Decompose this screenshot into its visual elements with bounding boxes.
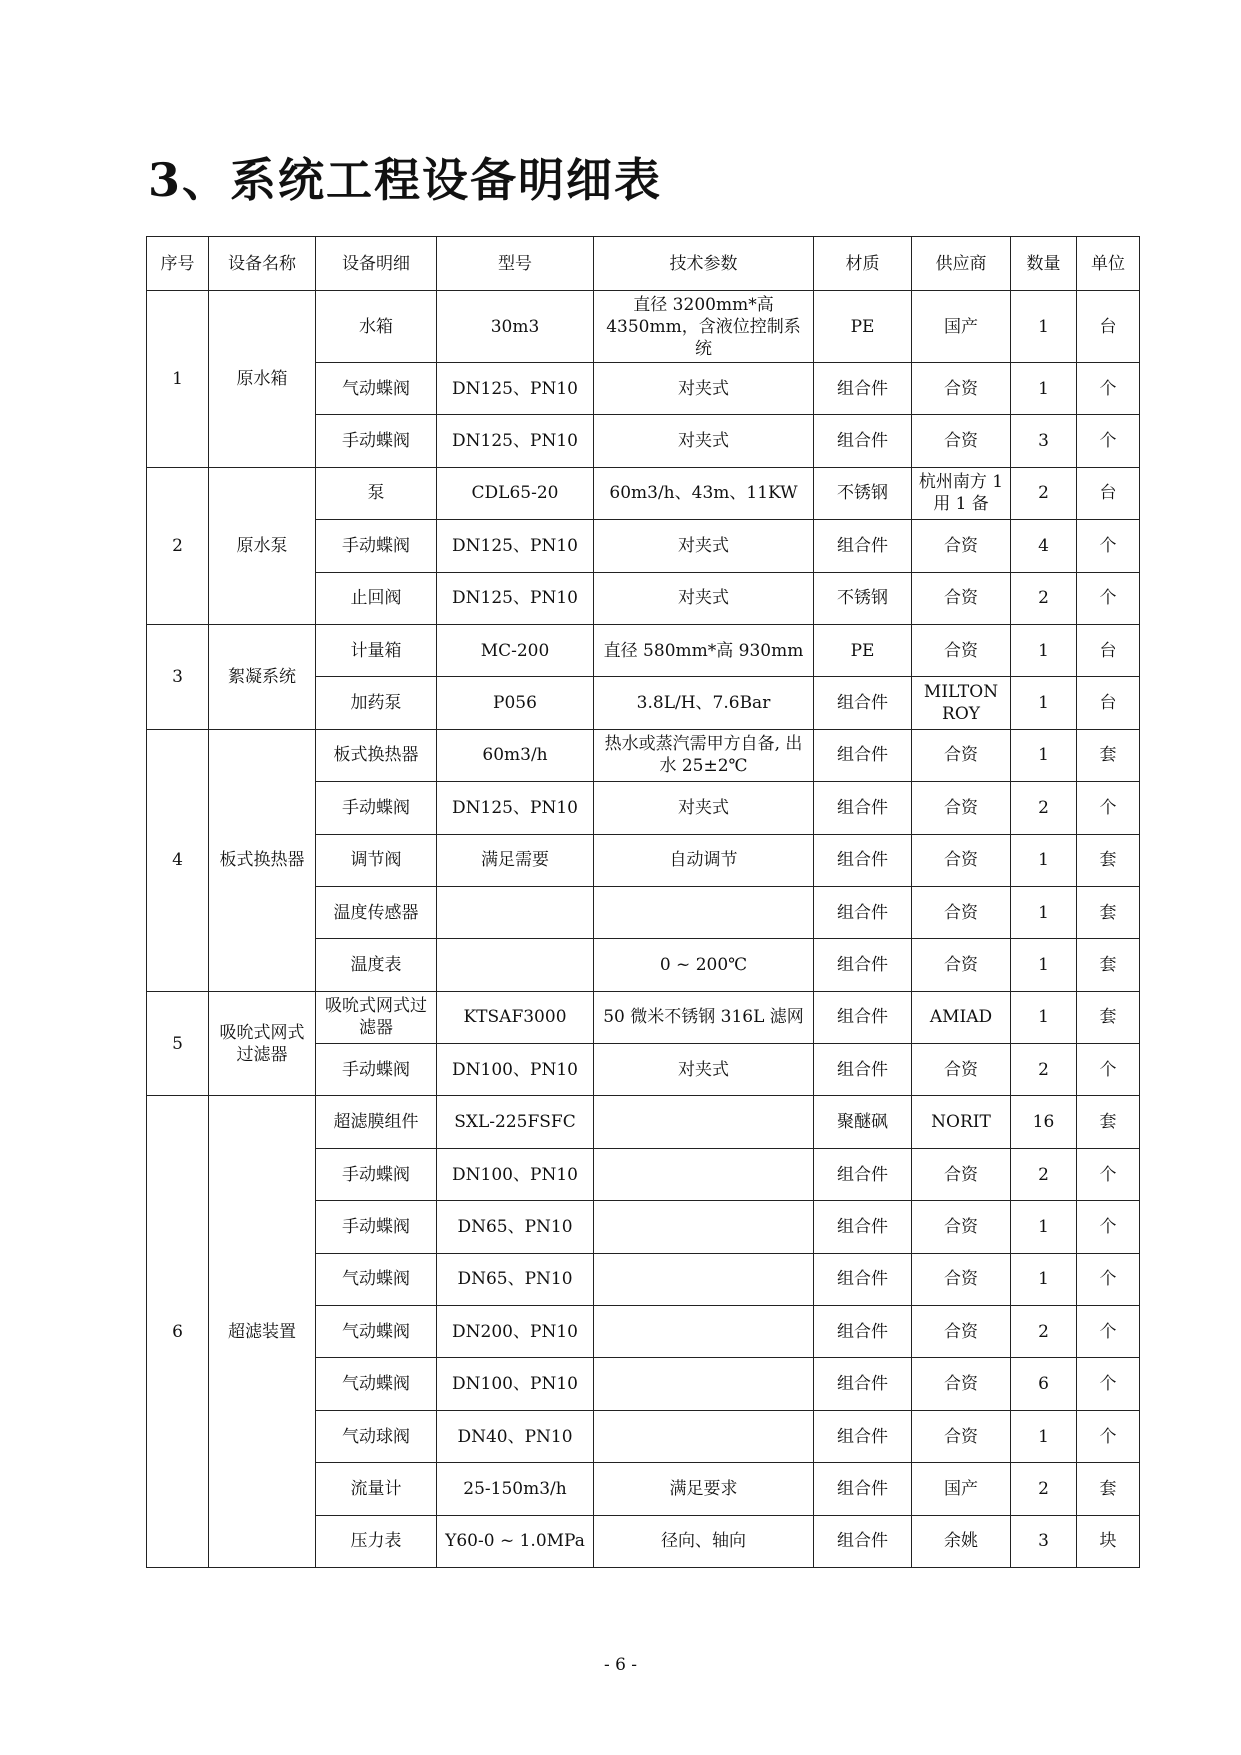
item-param: 对夹式 bbox=[594, 572, 814, 624]
item-param bbox=[594, 1306, 814, 1358]
item-detail: 气动球阀 bbox=[316, 1410, 437, 1462]
item-detail: 板式换热器 bbox=[316, 729, 437, 781]
item-qty: 2 bbox=[1011, 572, 1077, 624]
item-qty: 1 bbox=[1011, 834, 1077, 886]
item-unit: 个 bbox=[1077, 1044, 1140, 1096]
item-supplier: 合资 bbox=[912, 729, 1011, 781]
item-material: 组合件 bbox=[814, 1306, 912, 1358]
item-qty: 2 bbox=[1011, 1463, 1077, 1515]
item-param bbox=[594, 1148, 814, 1200]
item-param: 对夹式 bbox=[594, 782, 814, 834]
item-unit: 个 bbox=[1077, 1358, 1140, 1410]
item-material: 组合件 bbox=[814, 1253, 912, 1305]
item-material: 组合件 bbox=[814, 991, 912, 1043]
item-detail: 气动蝶阀 bbox=[316, 363, 437, 415]
header-unit: 单位 bbox=[1077, 237, 1140, 291]
item-supplier: 合资 bbox=[912, 415, 1011, 467]
item-supplier: 杭州南方 1用 1 备 bbox=[912, 467, 1011, 519]
header-no: 序号 bbox=[147, 237, 209, 291]
item-model: MC-200 bbox=[437, 624, 594, 676]
item-supplier: 合资 bbox=[912, 834, 1011, 886]
item-param: 对夹式 bbox=[594, 415, 814, 467]
item-param: 径向、轴向 bbox=[594, 1515, 814, 1567]
header-param: 技术参数 bbox=[594, 237, 814, 291]
item-unit: 个 bbox=[1077, 1410, 1140, 1462]
item-model: DN100、PN10 bbox=[437, 1044, 594, 1096]
item-model: 满足需要 bbox=[437, 834, 594, 886]
item-qty: 3 bbox=[1011, 1515, 1077, 1567]
item-detail: 止回阀 bbox=[316, 572, 437, 624]
page-number: - 6 - bbox=[603, 1655, 638, 1675]
table-row bbox=[147, 729, 1140, 781]
item-param: 60m3/h、43m、11KW bbox=[594, 467, 814, 519]
item-detail: 流量计 bbox=[316, 1463, 437, 1515]
item-material: 组合件 bbox=[814, 1515, 912, 1567]
item-param bbox=[594, 1358, 814, 1410]
item-material: 组合件 bbox=[814, 1463, 912, 1515]
item-unit: 套 bbox=[1077, 1463, 1140, 1515]
item-param bbox=[594, 1253, 814, 1305]
item-material: 组合件 bbox=[814, 1148, 912, 1200]
group-name: 板式换热器 bbox=[209, 729, 316, 991]
table-row bbox=[147, 291, 1140, 363]
item-param: 满足要求 bbox=[594, 1463, 814, 1515]
item-detail: 调节阀 bbox=[316, 834, 437, 886]
item-material: 组合件 bbox=[814, 363, 912, 415]
item-qty: 16 bbox=[1011, 1096, 1077, 1148]
item-qty: 4 bbox=[1011, 520, 1077, 572]
item-model: CDL65-20 bbox=[437, 467, 594, 519]
item-supplier: 合资 bbox=[912, 1358, 1011, 1410]
header-name: 设备名称 bbox=[209, 237, 316, 291]
item-model: DN200、PN10 bbox=[437, 1306, 594, 1358]
item-param: 直径 3200mm*高 4350mm，含液位控制系统 bbox=[594, 291, 814, 363]
item-model: DN125、PN10 bbox=[437, 782, 594, 834]
item-model bbox=[437, 886, 594, 938]
item-material: 组合件 bbox=[814, 1358, 912, 1410]
item-model: DN40、PN10 bbox=[437, 1410, 594, 1462]
item-unit: 个 bbox=[1077, 572, 1140, 624]
item-model: DN125、PN10 bbox=[437, 572, 594, 624]
item-param bbox=[594, 1410, 814, 1462]
item-material: PE bbox=[814, 624, 912, 676]
item-unit: 个 bbox=[1077, 1201, 1140, 1253]
item-unit: 套 bbox=[1077, 834, 1140, 886]
item-supplier: 合资 bbox=[912, 1201, 1011, 1253]
item-param: 热水或蒸汽需甲方自备, 出水 25±2℃ bbox=[594, 729, 814, 781]
item-unit: 个 bbox=[1077, 520, 1140, 572]
table-header-row bbox=[147, 237, 1140, 291]
item-detail: 气动蝶阀 bbox=[316, 1253, 437, 1305]
item-model: DN125、PN10 bbox=[437, 363, 594, 415]
item-unit: 台 bbox=[1077, 291, 1140, 363]
item-param: 3.8L/H、7.6Bar bbox=[594, 677, 814, 729]
item-qty: 1 bbox=[1011, 729, 1077, 781]
item-detail: 计量箱 bbox=[316, 624, 437, 676]
item-param: 对夹式 bbox=[594, 520, 814, 572]
item-detail: 手动蝶阀 bbox=[316, 1148, 437, 1200]
item-param: 对夹式 bbox=[594, 363, 814, 415]
header-supplier: 供应商 bbox=[912, 237, 1011, 291]
item-unit: 套 bbox=[1077, 991, 1140, 1043]
item-param bbox=[594, 1201, 814, 1253]
item-material: 组合件 bbox=[814, 729, 912, 781]
header-material: 材质 bbox=[814, 237, 912, 291]
item-detail: 气动蝶阀 bbox=[316, 1358, 437, 1410]
header-qty: 数量 bbox=[1011, 237, 1077, 291]
item-material: 组合件 bbox=[814, 782, 912, 834]
group-name: 原水箱 bbox=[209, 291, 316, 468]
item-qty: 3 bbox=[1011, 415, 1077, 467]
item-material: 组合件 bbox=[814, 415, 912, 467]
item-detail: 手动蝶阀 bbox=[316, 520, 437, 572]
item-model: P056 bbox=[437, 677, 594, 729]
item-material: 组合件 bbox=[814, 1201, 912, 1253]
table-row bbox=[147, 991, 1140, 1043]
group-name: 吸吮式网式过滤器 bbox=[209, 991, 316, 1096]
group-no: 4 bbox=[147, 729, 209, 991]
item-material: 组合件 bbox=[814, 834, 912, 886]
group-name: 絮凝系统 bbox=[209, 624, 316, 729]
header-model: 型号 bbox=[437, 237, 594, 291]
item-model: 60m3/h bbox=[437, 729, 594, 781]
item-qty: 2 bbox=[1011, 467, 1077, 519]
item-detail: 温度表 bbox=[316, 939, 437, 991]
item-material: 组合件 bbox=[814, 677, 912, 729]
item-qty: 1 bbox=[1011, 677, 1077, 729]
item-detail: 手动蝶阀 bbox=[316, 782, 437, 834]
item-supplier: 合资 bbox=[912, 572, 1011, 624]
item-supplier: 合资 bbox=[912, 520, 1011, 572]
item-unit: 个 bbox=[1077, 415, 1140, 467]
item-param: 0 ~ 200℃ bbox=[594, 939, 814, 991]
item-supplier: 合资 bbox=[912, 363, 1011, 415]
item-material: 组合件 bbox=[814, 939, 912, 991]
item-detail: 手动蝶阀 bbox=[316, 1201, 437, 1253]
item-supplier: 合资 bbox=[912, 939, 1011, 991]
item-model: Y60-0 ~ 1.0MPa bbox=[437, 1515, 594, 1567]
group-no: 3 bbox=[147, 624, 209, 729]
item-material: 组合件 bbox=[814, 1410, 912, 1462]
header-detail: 设备明细 bbox=[316, 237, 437, 291]
item-material: PE bbox=[814, 291, 912, 363]
table-row bbox=[147, 624, 1140, 676]
item-param: 自动调节 bbox=[594, 834, 814, 886]
group-no: 2 bbox=[147, 467, 209, 624]
item-supplier: 合资 bbox=[912, 1044, 1011, 1096]
group-name: 超滤装置 bbox=[209, 1096, 316, 1568]
item-model: DN125、PN10 bbox=[437, 520, 594, 572]
item-unit: 台 bbox=[1077, 624, 1140, 676]
item-supplier: NORIT bbox=[912, 1096, 1011, 1148]
item-material: 不锈钢 bbox=[814, 467, 912, 519]
item-material: 聚醚砜 bbox=[814, 1096, 912, 1148]
group-no: 1 bbox=[147, 291, 209, 468]
item-material: 组合件 bbox=[814, 520, 912, 572]
item-qty: 1 bbox=[1011, 991, 1077, 1043]
item-model: DN65、PN10 bbox=[437, 1201, 594, 1253]
group-name: 原水泵 bbox=[209, 467, 316, 624]
item-param bbox=[594, 886, 814, 938]
item-supplier: 余姚 bbox=[912, 1515, 1011, 1567]
item-unit: 台 bbox=[1077, 467, 1140, 519]
item-param: 50 微米不锈钢 316L 滤网 bbox=[594, 991, 814, 1043]
table-row bbox=[147, 1096, 1140, 1148]
item-qty: 1 bbox=[1011, 291, 1077, 363]
item-unit: 个 bbox=[1077, 363, 1140, 415]
item-detail: 手动蝶阀 bbox=[316, 415, 437, 467]
item-qty: 2 bbox=[1011, 1044, 1077, 1096]
item-qty: 6 bbox=[1011, 1358, 1077, 1410]
item-model: 30m3 bbox=[437, 291, 594, 363]
item-supplier: 合资 bbox=[912, 1148, 1011, 1200]
item-detail: 加药泵 bbox=[316, 677, 437, 729]
item-unit: 个 bbox=[1077, 1148, 1140, 1200]
item-unit: 台 bbox=[1077, 677, 1140, 729]
item-detail: 吸吮式网式过滤器 bbox=[316, 991, 437, 1043]
item-model: SXL-225FSFC bbox=[437, 1096, 594, 1148]
item-model: DN125、PN10 bbox=[437, 415, 594, 467]
item-unit: 个 bbox=[1077, 1253, 1140, 1305]
equipment-table bbox=[146, 236, 1140, 1568]
item-model: 25-150m3/h bbox=[437, 1463, 594, 1515]
table-body bbox=[147, 291, 1140, 1568]
item-qty: 2 bbox=[1011, 1306, 1077, 1358]
item-unit: 个 bbox=[1077, 1306, 1140, 1358]
item-model: DN100、PN10 bbox=[437, 1358, 594, 1410]
item-supplier: 合资 bbox=[912, 1253, 1011, 1305]
item-qty: 1 bbox=[1011, 624, 1077, 676]
item-model bbox=[437, 939, 594, 991]
item-supplier: AMIAD bbox=[912, 991, 1011, 1043]
item-unit: 块 bbox=[1077, 1515, 1140, 1567]
item-qty: 1 bbox=[1011, 363, 1077, 415]
group-no: 5 bbox=[147, 991, 209, 1096]
item-detail: 温度传感器 bbox=[316, 886, 437, 938]
item-detail: 手动蝶阀 bbox=[316, 1044, 437, 1096]
item-qty: 1 bbox=[1011, 886, 1077, 938]
page-title: 3、系统工程设备明细表 bbox=[148, 153, 663, 207]
item-unit: 套 bbox=[1077, 729, 1140, 781]
item-supplier: 合资 bbox=[912, 886, 1011, 938]
item-param bbox=[594, 1096, 814, 1148]
item-material: 组合件 bbox=[814, 886, 912, 938]
item-unit: 套 bbox=[1077, 939, 1140, 991]
item-model: KTSAF3000 bbox=[437, 991, 594, 1043]
item-material: 不锈钢 bbox=[814, 572, 912, 624]
item-qty: 2 bbox=[1011, 782, 1077, 834]
item-supplier: MILTON ROY bbox=[912, 677, 1011, 729]
item-param: 直径 580mm*高 930mm bbox=[594, 624, 814, 676]
item-unit: 套 bbox=[1077, 1096, 1140, 1148]
item-supplier: 合资 bbox=[912, 782, 1011, 834]
item-model: DN100、PN10 bbox=[437, 1148, 594, 1200]
item-supplier: 国产 bbox=[912, 1463, 1011, 1515]
item-material: 组合件 bbox=[814, 1044, 912, 1096]
item-detail: 压力表 bbox=[316, 1515, 437, 1567]
item-qty: 1 bbox=[1011, 939, 1077, 991]
item-detail: 超滤膜组件 bbox=[316, 1096, 437, 1148]
item-model: DN65、PN10 bbox=[437, 1253, 594, 1305]
item-qty: 1 bbox=[1011, 1253, 1077, 1305]
item-detail: 水箱 bbox=[316, 291, 437, 363]
item-supplier: 合资 bbox=[912, 1410, 1011, 1462]
table-row bbox=[147, 467, 1140, 519]
item-detail: 泵 bbox=[316, 467, 437, 519]
item-detail: 气动蝶阀 bbox=[316, 1306, 437, 1358]
item-supplier: 国产 bbox=[912, 291, 1011, 363]
item-unit: 套 bbox=[1077, 886, 1140, 938]
item-qty: 2 bbox=[1011, 1148, 1077, 1200]
item-qty: 1 bbox=[1011, 1410, 1077, 1462]
group-no: 6 bbox=[147, 1096, 209, 1568]
item-param: 对夹式 bbox=[594, 1044, 814, 1096]
item-qty: 1 bbox=[1011, 1201, 1077, 1253]
item-supplier: 合资 bbox=[912, 624, 1011, 676]
item-supplier: 合资 bbox=[912, 1306, 1011, 1358]
item-unit: 个 bbox=[1077, 782, 1140, 834]
